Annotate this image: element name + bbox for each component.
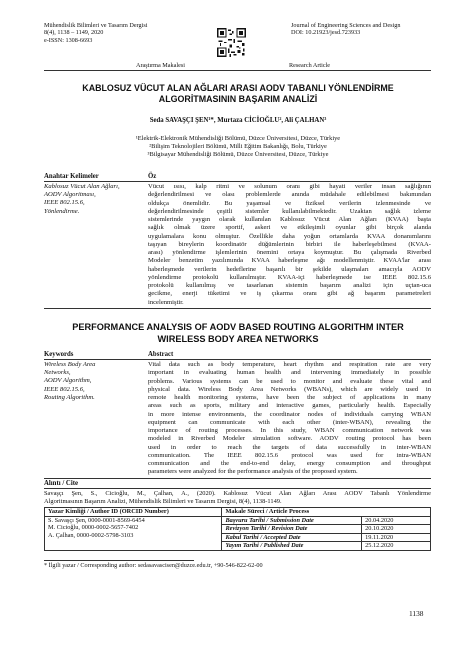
abstract-line: important in evaluating human health and intervening immediately in possible [148, 369, 431, 377]
orcid-entry: S. Savaşçı Şen, 0000-0001-8569-6454 [48, 516, 145, 524]
abstract-heading-en: Abstract [148, 351, 174, 358]
abstract-line: incelenmiştir. [148, 298, 184, 306]
process-date: 20.10.2020 [362, 525, 431, 534]
abstract-en [148, 361, 431, 477]
keyword: Kablosuz Vücut Alan Ağları, [44, 183, 120, 190]
tr-block-end-rule [44, 308, 431, 309]
en-head-rule [44, 359, 431, 360]
abstract-line: uygulamalara konu olmuştur. Özellikle daha yoğun ortamlarda KVAA donanımlarını [148, 232, 431, 240]
abstract-line: in more intense environments, the coordinator nodes of individuals carrying WBAN [148, 410, 431, 418]
article-type-tr: Araştırma Makalesi [136, 62, 185, 69]
affiliation-1: ¹Elektrik-Elektronik Mühendisliği Bölümü, Düzce Üniversitesi, Düzce, Türkiye [135, 135, 341, 142]
abstract-line: gecikme, enerji tüketimi ve iş çıkarma oranı gibi ağ başarım parametreleri [148, 290, 431, 298]
abstract-line: değerlendirilmesi ve olası problemlerde anında müdahale edilebilmesi bakımından [148, 191, 431, 199]
authors: Seda SAVAŞÇI ŞEN¹*, Murtaza CİCİOĞLU², Ali ÇALHAN³ [149, 117, 327, 124]
abstract-line: protokolü kullanılmış ve tasarlanan sistemin başarım analizi için uçtan-uca [148, 282, 431, 289]
abstract-line: oldukça önemlidir. Bu yaşamsal ve fiziksel verilerin izlenmesinde ve [148, 199, 431, 207]
keyword: AODV Algorithm, [44, 377, 92, 385]
keyword: Routing Algorithm. [44, 393, 95, 401]
abstract-line: sağlık olmak üzere sportif, askeri ve etkileşimli oyunlar gibi birçok alanda [148, 224, 431, 232]
process-label: Yayım Tarihi / Published Date [222, 542, 362, 551]
process-heading: Makale Süreci / Article Process [222, 508, 431, 517]
title-tr-line: KABLOSUZ VÜCUT ALAN AĞLARI ARASI AODV TABANLI YÖNLENDİRME [82, 83, 394, 93]
abstract-line: used in order to reach the targets of data successfully in inter-WBAN [148, 443, 431, 451]
cite-head-rule [44, 488, 431, 489]
journal-name-tr: Mühendislik Bilimleri ve Tasarım Dergisi [44, 22, 148, 29]
keyword: AODV Algoritması, [44, 191, 96, 199]
keyword: Networks, [44, 369, 71, 377]
citation-text [44, 490, 431, 506]
abstract-line: remote health monitoring systems, have been the subject of applications in many [148, 394, 431, 401]
abstract-heading-tr: Öz [148, 173, 157, 180]
affiliations [40, 135, 436, 160]
orcid-heading: Yazar Kimliği / Author ID (ORCID Number) [45, 508, 222, 517]
title-tr [40, 83, 436, 105]
abstract-line: importance of routing processes. In this study, WBAN communication network was [148, 427, 431, 434]
abstract-line: communication. The IEEE 802.15.6 protocol was used for intra-WBAN [148, 451, 431, 459]
cite-heading: Alıntı / Cite [44, 480, 78, 487]
journal-volume: 8(4), 1138 – 1149, 2020 [44, 29, 104, 37]
abstract-line: physical data. Wireless Body Area Networks (WBANs), which are widely used in [148, 385, 431, 393]
page-number: 1138 [409, 609, 424, 618]
abstract-tr [148, 183, 431, 307]
abstract-line: Modeler benzetim yazılımında KVAA haberleşme ağı modellenmiştir. KVAA'lar arası [148, 257, 431, 265]
journal-name-en: Journal of Engineering Sciences and Design [291, 22, 401, 29]
citation-line: Algoritmasının Başarım Analizi, Mühendislik Bilimleri ve Tasarım Dergisi, 8(4), 1138-1149. [44, 498, 282, 505]
keywords-heading-en: Keywords [44, 351, 74, 358]
abstract-line: problems. Various systems can be used to monitor and evaluate these vital and [148, 377, 431, 385]
en-block-end-rule [44, 478, 431, 479]
keyword: IEEE 802.15.6, [44, 385, 85, 393]
footnote: * İlgili yazar / Corresponding author: sedasavascisen@duzce.edu.tr, +90-546-822-62-00 [44, 562, 263, 569]
abstract-line: arası) yönlendirme işlemlerinin önemini ortaya koymuştur. Bu çalışmada Riverbed [148, 249, 431, 256]
affiliation-3: ³Bilgisayar Mühendisliği Bölümü, Düzce Üniversitesi, Düzce, Türkiye [147, 151, 329, 159]
title-en-line: WIRELESS BODY AREA NETWORKS [157, 333, 319, 344]
orcid-entry: A. Çalhan, 0000-0002-5798-3103 [48, 531, 134, 539]
abstract-line: modeled in Riverbed Modeler simulation software. AODV routing protocol has been [148, 435, 431, 443]
process-label: Revizyon Tarihi / Revision Date [222, 525, 362, 534]
footnote-rule [44, 560, 194, 561]
keywords-tr [44, 183, 144, 216]
process-label: Başvuru Tarihi / Submission Date [222, 516, 362, 525]
header-rule [44, 70, 431, 71]
abstract-line: yönlendirme protokolü kullanılmıştır. KVAA-içi haberleşmede ise IEEE 802.15.6 [148, 273, 431, 281]
qr-code [217, 28, 246, 57]
citation-line: Savaşçı Şen, S., Cicioğlu, M., Çalhan, A., (2020). Kablosuz Vücut Alan Ağları Arası AODV Tabanlı Yönlendirme [44, 490, 431, 497]
orcid-list [45, 516, 222, 550]
journal-doi: DOI: 10.21923/jesd.723933 [291, 29, 361, 37]
abstract-line: equipment can communicate with each other (inter-WBAN), revealing the [148, 418, 431, 426]
title-tr-line: ALGORİTMASININ BAŞARIM ANALİZİ [158, 94, 318, 104]
keyword: Yönlendirme. [44, 207, 80, 215]
journal-header-right [291, 22, 400, 37]
title-en [40, 322, 436, 345]
article-process-table [44, 507, 431, 551]
abstract-line: Vital data such as body temperature, heart rhythm and respiration rate are very [148, 361, 431, 368]
process-date: 20.04.2020 [362, 516, 431, 525]
abstract-line: taşıyan bireylerin koordinatör düğümlerinin birbiri ile haberleşebilmesi (KVAA- [148, 240, 431, 248]
article-type-en: Research Article [289, 62, 331, 69]
abstract-line: değerlendirilmesinde çeşitli sistemler kullanılabilmektedir. Uzaktan sağlık izleme [148, 207, 431, 215]
keywords-heading-tr: Anahtar Kelimeler [44, 173, 99, 180]
keyword: IEEE 802.15.6, [44, 199, 85, 207]
abstract-line: communication and the end-to-end delay, energy consumption and throughput [148, 460, 431, 467]
process-date: 19.11.2020 [362, 533, 431, 542]
keywords-en [44, 361, 144, 402]
abstract-line: parameters were analyzed for the performance analysis of the proposed system. [148, 468, 358, 476]
journal-issn: e-ISSN: 1308-6693 [44, 36, 93, 44]
process-date: 25.12.2020 [362, 542, 431, 551]
abstract-line: areas such as sports, military and interactive games, particularly health. Especially [148, 402, 431, 410]
process-label: Kabul Tarihi / Accepted Date [222, 533, 362, 542]
affiliation-2: ²Bilişim Teknolojileri Bölümü, Milli Eğitim Bakanlığı, Bolu, Türkiye [149, 143, 327, 151]
abstract-line: Vücut ısısı, kalp ritmi ve solunum oranı gibi hayati veriler insan sağlığının [148, 183, 431, 190]
abstract-line: haberleşmede verilerin hedeflerine başarılı bir şekilde ulaşmaları amacıyla AODV [148, 265, 431, 273]
tr-head-rule [44, 181, 431, 182]
journal-header-left [44, 22, 147, 44]
keyword: Wireless Body Area [44, 361, 96, 368]
orcid-entry: M. Cicioğlu, 0000-0002-5657-7402 [48, 524, 139, 532]
title-en-line: PERFORMANCE ANALYSIS OF AODV BASED ROUTING ALGORITHM INTER [72, 322, 404, 332]
abstract-line: sistemlerinde yaygın olarak kullanılan Kablosuz Vücut Alan Ağları (KVAA) başta [148, 216, 431, 223]
